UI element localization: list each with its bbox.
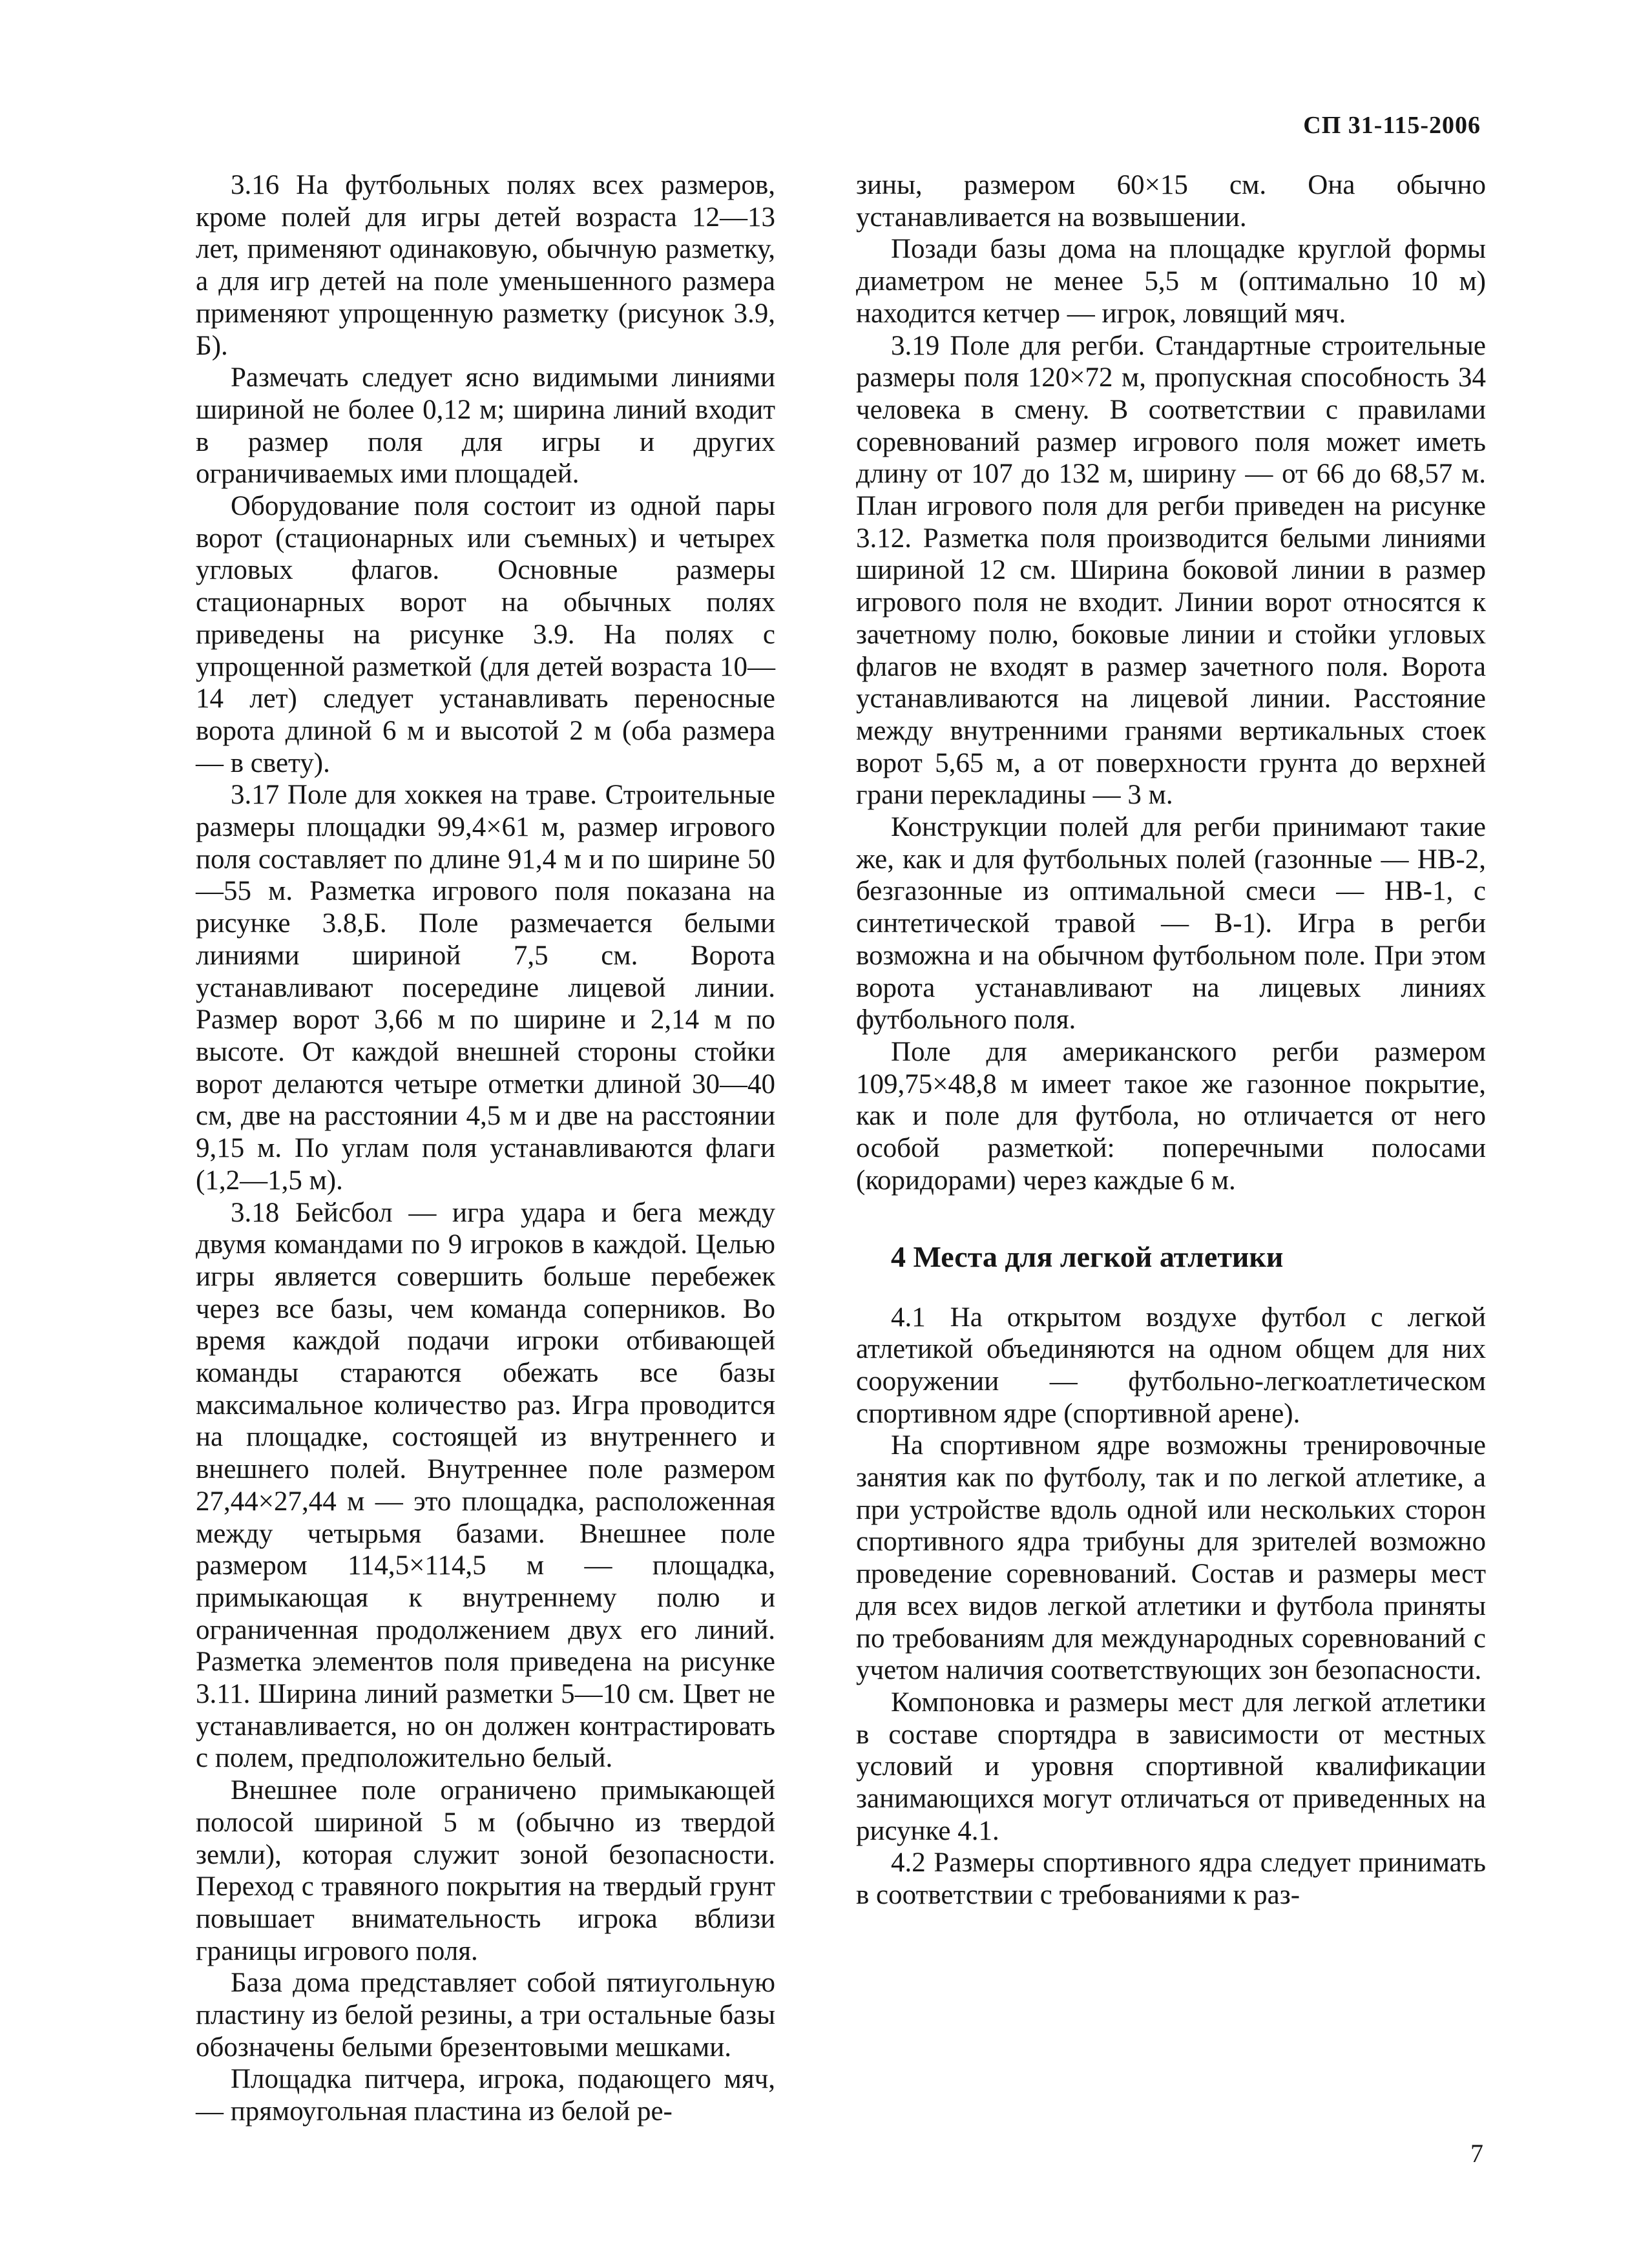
page-number: 7 (1470, 2139, 1483, 2168)
paragraph: Компоновка и размеры мест для легкой атлетики в составе спортядра в зависимости от местных условий и уровня спортивной квалификации занимающихся могут отличаться от приведенных на рисунке 4.1. (856, 1687, 1486, 1846)
paragraph: 3.19 Поле для регби. Стандартные строительные размеры поля 120×72 м, пропускная способность 34 человека в смену. В соответствии с правилами соревнований размер игрового поля может иметь длину от 107 до 132 м, ширину — от 66 до 68,57 м. План игрового поля для регби приведен на рисунке 3.12. Разметка поля производится белыми линиями шириной 12 см. Ширина боковой линии в размер игрового поля не входит. Линии ворот относятся к зачетному полю, боковые линии и стойки угловых флагов не входят в размер зачетного поля. Ворота устанавливаются на лицевой линии. Расстояние между внутренними гранями вертикальных стоек ворот 5,65 м, а от поверхности грунта до верхней грани перекладины — 3 м. (856, 330, 1486, 811)
paragraph: Конструкции полей для регби принимают такие же, как и для футбольных полей (газонные — НВ-2, безгазонные из оптимальной смеси — НВ-1, с синтетической травой — В-1). Игра в регби возможна и на обычном футбольном поле. При этом ворота устанавливают на лицевых линиях футбольного поля. (856, 812, 1486, 1035)
paragraph: зины, размером 60×15 см. Она обычно устанавливается на возвышении. (856, 170, 1486, 233)
document-code: СП 31-115-2006 (1303, 112, 1481, 139)
paragraph: На спортивном ядре возможны тренировочные занятия как по футболу, так и по легкой атлетике, а при устройстве вдоль одной или нескольких сторон спортивного ядра трибуны для зрителей возможно проведение соревнований. Состав и размеры мест для всех видов легкой атлетики и футбола приняты по требованиям для международных соревнований с учетом наличия соответствующих зон безопасности. (856, 1430, 1486, 1686)
paragraph: 3.17 Поле для хоккея на траве. Строительные размеры площадки 99,4×61 м, размер игрового поля составляет по длине 91,4 м и по ширине 50—55 м. Разметка игрового поля показана на рисунке 3.8,Б. Поле размечается белыми линиями шириной 7,5 см. Ворота устанавливают посередине лицевой линии. Размер ворот 3,66 м по ширине и 2,14 м по высоте. От каждой внешней стороны стойки ворот делаются четыре отметки длиной 30—40 см, две на расстоянии 4,5 м и две на расстоянии 9,15 м. По углам поля устанавливаются флаги (1,2—1,5 м). (196, 780, 775, 1196)
paragraph: Оборудование поля состоит из одной пары ворот (стационарных или съемных) и четырех угловых флагов. Основные размеры стационарных ворот на обычных полях приведены на рисунке 3.9. На полях с упрощенной разметкой (для детей возраста 10—14 лет) следует устанавливать переносные ворота длиной 6 м и высотой 2 м (оба размера — в свету). (196, 491, 775, 778)
paragraph: 4.1 На открытом воздухе футбол с легкой атлетикой объединяются на одном общем для них сооружении — футбольно-легкоатлетическом спортивном ядре (спортивной арене). (856, 1302, 1486, 1429)
section-heading: 4 Места для легкой атлетики (891, 1240, 1284, 1273)
right-column (856, 169, 1486, 1911)
paragraph: 4.2 Размеры спортивного ядра следует принимать в соответствии с требованиями к раз- (856, 1847, 1486, 1911)
paragraph: Площадка питчера, игрока, подающего мяч, — прямоугольная пластина из белой ре- (196, 2064, 775, 2127)
paragraph: Внешнее поле ограничено примыкающей полосой шириной 5 м (обычно из твердой земли), которая служит зоной безопасности. Переход с травяного покрытия на твердый грунт повышает внимательность игрока вблизи границы игрового поля. (196, 1775, 775, 1966)
paragraph: Поле для американского регби размером 109,75×48,8 м имеет такое же газонное покрытие, как и поле для футбола, но отличается от него особой разметкой: поперечными полосами (коридорами) через каждые 6 м. (856, 1036, 1486, 1196)
paragraph: 3.16 На футбольных полях всех размеров, кроме полей для игры детей возраста 12—13 лет, применяют одинаковую, обычную разметку, а для игр детей на поле уменьшенного размера применяют упрощенную разметку (рисунок 3.9, Б). (196, 170, 775, 361)
left-column (196, 169, 775, 2128)
paragraph: 3.18 Бейсбол — игра удара и бега между двумя командами по 9 игроков в каждой. Целью игры является совершить больше перебежек через все базы, чем команда соперников. Во время каждой подачи игроки отбивающей команды стараются обежать все базы максимальное количество раз. Игра проводится на площадке, состоящей из внутреннего и внешнего полей. Внутреннее поле размером 27,44×27,44 м — это площадка, расположенная между четырьмя базами. Внешнее поле размером 114,5×114,5 м — площадка, примыкающая к внутреннему полю и ограниченная продолжением двух его линий. Разметка элементов поля приведена на рисунке 3.11. Ширина линий разметки 5—10 см. Цвет не устанавливается, но он должен контрастировать с полем, предположительно белый. (196, 1197, 775, 1774)
paragraph: Позади базы дома на площадке круглой формы диаметром не менее 5,5 м (оптимально 10 м) находится кетчер — игрок, ловящий мяч. (856, 234, 1486, 329)
paragraph: Размечать следует ясно видимыми линиями шириной не более 0,12 м; ширина линий входит в размер поля для игры и других ограничиваемых ими площадей. (196, 362, 775, 490)
paragraph: База дома представляет собой пятиугольную пластину из белой резины, а три остальные базы обозначены белыми брезентовыми мешками. (196, 1968, 775, 2063)
